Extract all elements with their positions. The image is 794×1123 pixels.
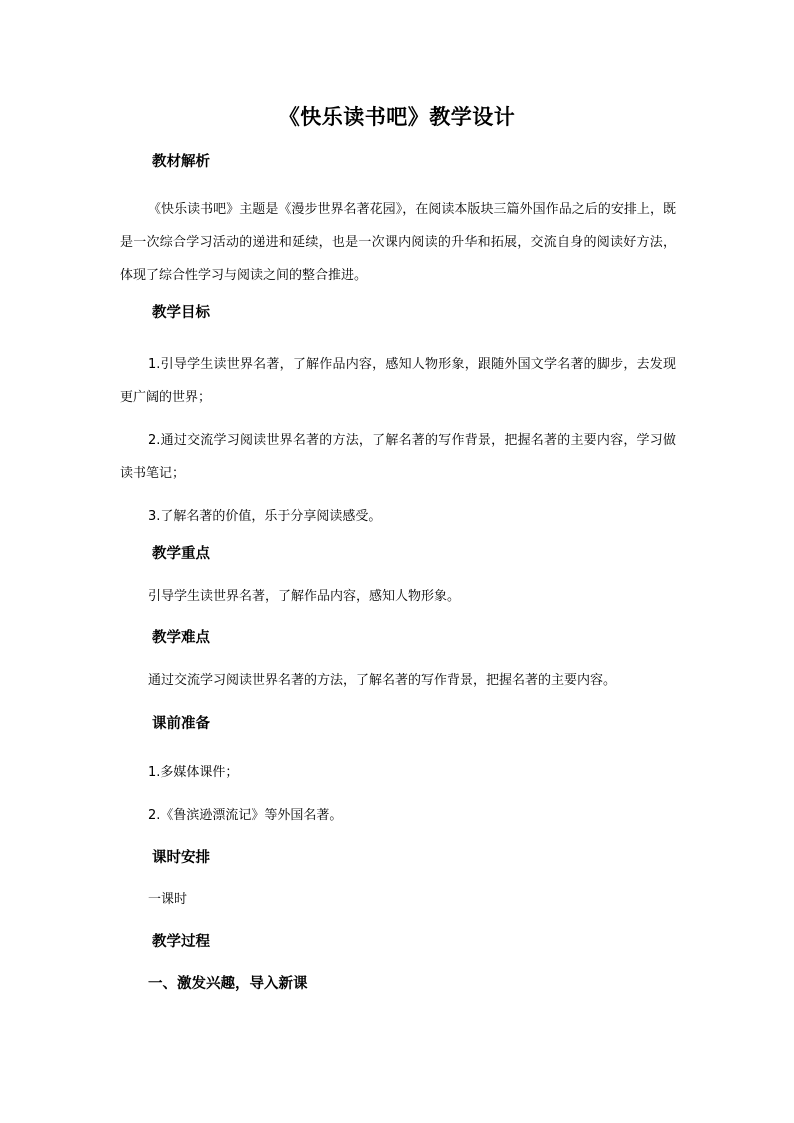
schedule-text: 一课时 <box>148 892 188 907</box>
heading-preparation: 课前准备 <box>152 715 210 732</box>
heading-process: 教学过程 <box>152 933 210 950</box>
preparation-item-2: 2.《鲁滨逊漂流记》等外国名著。 <box>148 808 343 823</box>
heading-schedule: 课时安排 <box>152 849 210 866</box>
objective-item-2: 2.通过交流学习阅读世界名著的方法，了解名著的写作背景，把握名著的主要内容，学习做读书笔记； <box>120 433 676 481</box>
heading-textbook-analysis: 教材解析 <box>152 153 210 170</box>
difficulties-text: 通过交流学习阅读世界名著的方法，了解名著的写作背景，把握名著的主要内容。 <box>148 673 617 688</box>
document-title: 《快乐读书吧》教学设计 <box>278 104 516 129</box>
heading-objectives: 教学目标 <box>152 304 210 321</box>
objective-item-3: 3.了解名著的价值，乐于分享阅读感受。 <box>148 509 382 524</box>
preparation-item-1: 1.多媒体课件； <box>148 765 239 780</box>
objective-item-1: 1.引导学生读世界名著，了解作品内容，感知人物形象，跟随外国文学名著的脚步，去发现更广阔的世界； <box>120 357 676 405</box>
key-points-text: 引导学生读世界名著，了解作品内容，感知人物形象。 <box>148 589 461 604</box>
process-step-1: 一、激发兴趣，导入新课 <box>148 975 308 992</box>
heading-difficulties: 教学难点 <box>152 629 210 646</box>
textbook-analysis-paragraph: 《快乐读书吧》主题是《漫步世界名著花园》，在阅读本版块三篇外国作品之后的安排上，既是一次综合学习活动的递进和延续，也是一次课内阅读的升华和拓展，交流自身的阅读好方法，体现了综合性学习与阅读之间的整合推进。 <box>120 202 676 283</box>
heading-key-points: 教学重点 <box>152 545 210 562</box>
